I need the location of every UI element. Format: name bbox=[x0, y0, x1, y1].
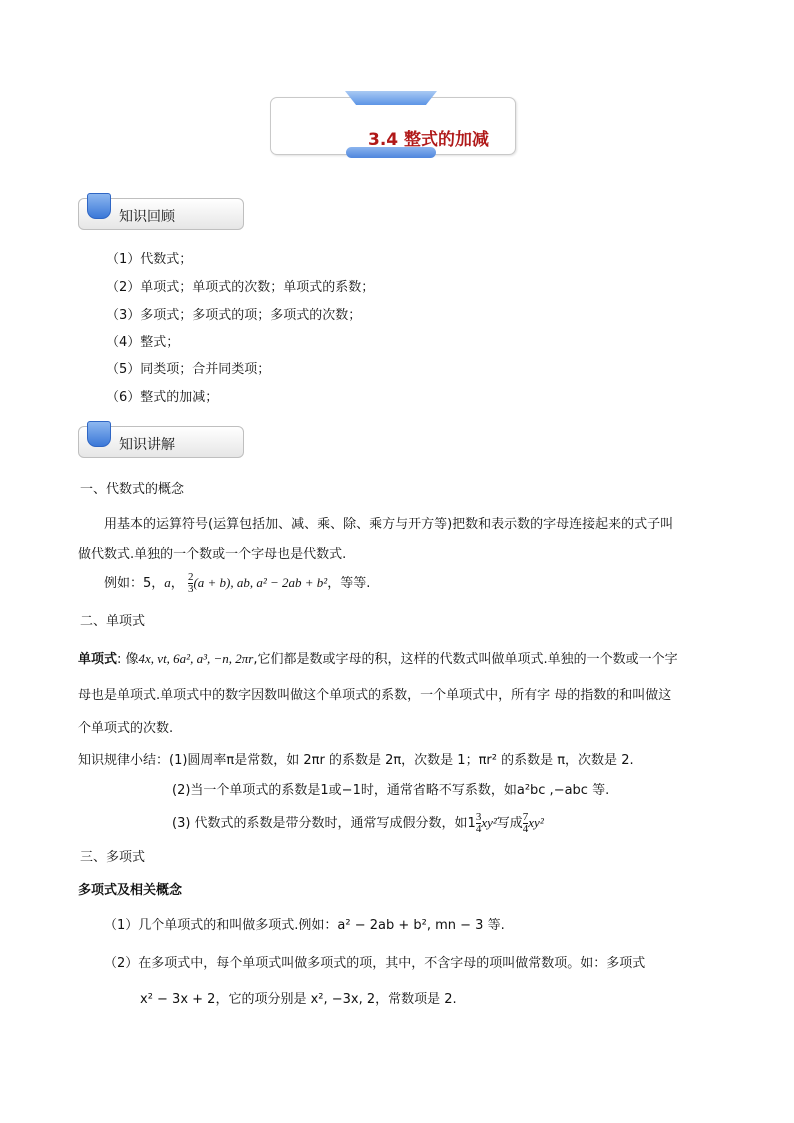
monomial-definition: ,它们都是数或字母的积，这样的代数式叫做单项式.单独的一个数或一个字 bbox=[253, 652, 678, 667]
review-heading: 知识回顾 bbox=[119, 209, 175, 225]
example-sep: ， bbox=[170, 576, 184, 591]
rule-3-term-2: xy² bbox=[528, 815, 544, 830]
fraction-numerator: 3 bbox=[475, 811, 482, 823]
review-item-5: （5）同类项；合并同类项； bbox=[106, 362, 271, 377]
monomial-examples: 4x, vt, 6a², a³, −n, 2πr bbox=[138, 651, 254, 666]
polynomial-item-2: （2）在多项式中，每个单项式叫做多项式的项，其中，不含字母的项叫做常数项。如：多项式 bbox=[104, 956, 646, 971]
section-2-para-line1 bbox=[78, 648, 678, 667]
section-3-subtitle: 多项式及相关概念 bbox=[78, 883, 183, 898]
section-1-para-line1: 用基本的运算符号(运算包括加、减、乘、除、乘方与开方等)把数和表示数的字母连接起来的式子叫 bbox=[104, 517, 674, 532]
polynomial-item-2-line2: x² − 3x + 2，它的项分别是 x², −3x, 2，常数项是 2. bbox=[140, 992, 457, 1007]
example-a: a bbox=[164, 575, 171, 590]
section-3-title: 三、多项式 bbox=[80, 850, 146, 865]
section-2-para-line3: 个单项式的次数. bbox=[78, 721, 174, 736]
example-expression: (a + b), ab, a² − 2ab + b² bbox=[193, 575, 328, 590]
section-2-para-line2: 母也是单项式.单项式中的数字因数叫做这个单项式的系数，一个单项式中，所有字 母的指数的和叫做这 bbox=[78, 688, 672, 703]
fraction-denominator: 4 bbox=[475, 823, 482, 835]
monomial-term: 单项式 bbox=[78, 652, 118, 667]
rule-3-connector: 写成 bbox=[496, 816, 523, 831]
rule-3 bbox=[172, 812, 544, 835]
bookmark-icon bbox=[87, 421, 111, 447]
section-1-title: 一、代数式的概念 bbox=[80, 482, 185, 497]
fraction-numerator: 2 bbox=[187, 571, 194, 583]
polynomial-item-1: （1）几个单项式的和叫做多项式.例如：a² − 2ab + b², mn − 3 等. bbox=[104, 918, 505, 933]
section-1-example bbox=[104, 572, 370, 595]
title-tab-decoration bbox=[345, 91, 437, 105]
monomial-lead: : 像 bbox=[117, 652, 139, 667]
fraction-numerator: 7 bbox=[522, 811, 529, 823]
example-suffix: ，等等. bbox=[327, 576, 371, 591]
section-1-para-line2: 做代数式.单独的一个数或一个字母也是代数式. bbox=[78, 547, 347, 562]
review-item-3: （3）多项式；多项式的项；多项式的次数； bbox=[106, 308, 362, 323]
review-item-6: （6）整式的加减； bbox=[106, 390, 219, 405]
section-2-title: 二、单项式 bbox=[80, 614, 146, 629]
rule-3-prefix: (3) 代数式的系数是带分数时，通常写成假分数，如1 bbox=[172, 816, 476, 831]
review-item-2: （2）单项式；单项式的次数；单项式的系数； bbox=[106, 280, 375, 295]
rule-2: (2)当一个单项式的系数是1或−1时，通常省略不写系数，如a²bc ,−abc 等. bbox=[172, 783, 610, 798]
rule-1: 知识规律小结：(1)圆周率π是常数，如 2πr 的系数是 2π，次数是 1；πr² 的系数是 π，次数是 2. bbox=[78, 753, 634, 768]
review-item-4: （4）整式； bbox=[106, 335, 180, 350]
page-title: 3.4 整式的加减 bbox=[368, 130, 490, 150]
example-prefix: 例如：5， bbox=[104, 576, 165, 591]
review-item-1: （1）代数式； bbox=[106, 252, 193, 267]
fraction-denominator: 3 bbox=[187, 583, 194, 595]
fraction-denominator: 4 bbox=[522, 823, 529, 835]
rule-3-term-1: xy² bbox=[481, 815, 497, 830]
bookmark-icon bbox=[87, 193, 111, 219]
explain-heading: 知识讲解 bbox=[119, 437, 175, 453]
